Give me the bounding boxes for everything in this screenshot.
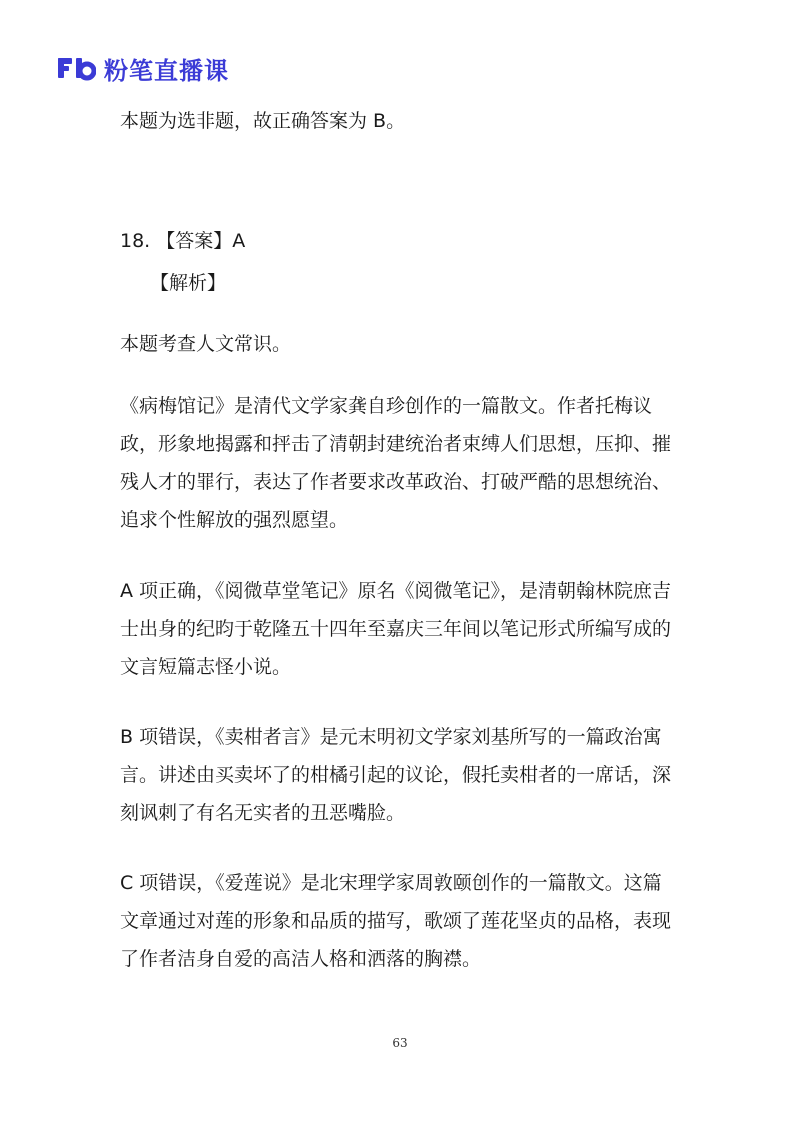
option-c-paragraph: C 项错误，《爱莲说》是北宋理学家周敦颐创作的一篇散文。这篇文章通过对莲的形象和品质的描写，歌颂了莲花坚贞的品格，表现了作者洁身自爱的高洁人格和洒落的胸襟。 [120, 872, 672, 970]
intro-paragraph: 本题考查人文常识。 [120, 333, 292, 355]
option-b-paragraph: B 项错误，《卖柑者言》是元末明初文学家刘基所写的一篇政治寓言。讲述由买卖坏了的柑橘引起的议论，假托卖柑者的一席话，深刻讽刺了有名无实者的丑恶嘴脸。 [120, 726, 672, 824]
brand-text: 粉笔直播课 [104, 56, 229, 85]
page-number: 63 [392, 1036, 408, 1050]
brand-header [56, 52, 229, 84]
analysis-label: 【解析】 [150, 272, 227, 294]
main-paragraph: 《病梅馆记》是清代文学家龚自珍创作的一篇散文。作者托梅议政，形象地揭露和抨击了清朝封建统治者束缚人们思想，压抑、摧残人才的罪行，表达了作者要求改革政治、打破严酷的思想统治、追求个性解放的强烈愿望。 [120, 395, 672, 531]
answer-line: 18. 【答案】A [120, 230, 246, 252]
fb-logo-icon [56, 55, 96, 81]
option-a-paragraph: A 项正确，《阅微草堂笔记》原名《阅微笔记》，是清朝翰林院庶吉士出身的纪昀于乾隆五十四年至嘉庆三年间以笔记形式所编写成的文言短篇志怪小说。 [120, 580, 672, 678]
prev-answer-conclusion: 本题为选非题，故正确答案为 B。 [120, 110, 406, 132]
